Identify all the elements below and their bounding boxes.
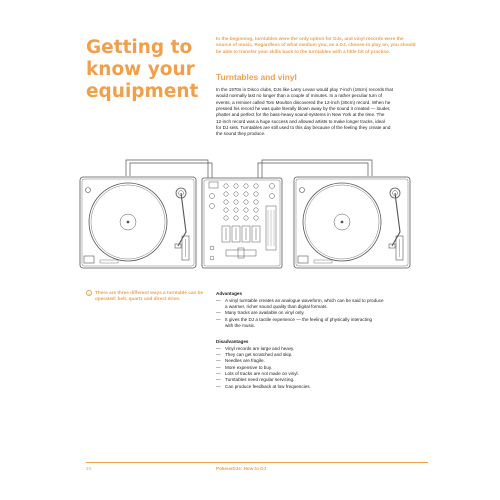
footer-rule xyxy=(86,462,428,463)
mixer-knobs xyxy=(210,184,275,221)
list-item-text xyxy=(225,317,372,330)
intro-paragraph: In the beginning, turntables were the only option for DJs, and vinyl records were the source of music. Regardless of what medium you, as a DJ, choose to play on, you should be able to transfer your skills back to the turntables with a little bit of practice. xyxy=(216,36,416,54)
body-line: the sound they produce. xyxy=(216,131,266,137)
section-heading: Turntables and vinyl xyxy=(216,72,297,82)
body-line: 12-inch record was a huge success and allowed artists to make longer tracks, ideal xyxy=(216,118,385,124)
title-line: equipment xyxy=(86,81,199,102)
dash: — xyxy=(216,345,221,351)
dash: — xyxy=(216,310,221,316)
dash: — xyxy=(216,364,221,370)
list-item xyxy=(216,384,421,390)
info-icon: i xyxy=(86,290,92,296)
body-line: In the 1970s in Disco clubs, DJs like Larry Levan would play 7-inch (18cm) records that xyxy=(216,87,393,92)
running-footer: PokeusDJs: How to DJ xyxy=(216,466,267,471)
list-item-text: They can get scratched and skip. xyxy=(225,352,293,358)
body-line: would normally last no longer than a couple of minutes. In a rather peculiar turn of xyxy=(216,93,382,99)
page-number: 24 xyxy=(86,466,92,471)
list-item-line: a warmer, richer sound quality than digital formats. xyxy=(225,304,328,310)
advantages-heading: Advantages xyxy=(216,291,243,296)
list-item-text xyxy=(225,298,384,311)
disadvantages-list xyxy=(216,339,421,390)
dash: — xyxy=(216,370,221,376)
advantages-list xyxy=(216,291,421,329)
dash: — xyxy=(216,297,221,303)
body-line: phatter and perfect for the bass-heavy sound-systems in New York at the time. The xyxy=(216,112,385,118)
list-item-text: Can produce feedback at low frequencies. xyxy=(225,383,311,389)
body-line: pressed his record he was quite literally blown away by the sound it created — louder, xyxy=(216,106,391,112)
title-line: Getting to xyxy=(86,37,193,58)
body-line: for DJ sets. Turntables are still used to this day because of the feeling they create and xyxy=(216,125,391,131)
cables xyxy=(126,160,372,178)
tip-callout xyxy=(86,290,206,303)
dash: — xyxy=(216,383,221,389)
list-item-text: Needles are fragile. xyxy=(225,358,265,364)
list-item xyxy=(216,317,421,330)
list-item-text: Turntables need regular servicing. xyxy=(225,377,295,383)
list-item-line: A vinyl turntable creates an analogue waveform, which can be said to produce xyxy=(225,297,384,303)
list-item-text: Vinyl records are large and heavy. xyxy=(225,345,295,351)
turntable-right xyxy=(294,177,410,268)
title-line: know your xyxy=(86,59,195,80)
list-item-line: with the music. xyxy=(225,322,256,328)
body-line: events, a remixer called Tom Moulton discovered the 12-inch (30cm) record. When he xyxy=(216,99,391,105)
list-item-text: More expensive to buy. xyxy=(225,364,273,370)
dash: — xyxy=(216,377,221,383)
tip-text: There are three different ways a turntable can be operated: belt, quartz and direct drive. xyxy=(95,290,204,302)
list-item-line: Many tracks are available on vinyl only. xyxy=(225,310,305,316)
dash: — xyxy=(216,352,221,358)
dash: — xyxy=(216,358,221,364)
disadvantages-heading: Disadvantages xyxy=(216,339,249,344)
list-item xyxy=(216,298,421,311)
mixer-faders xyxy=(222,226,260,258)
list-item-text: Lots of tracks are not made on vinyl. xyxy=(225,370,299,376)
list-item-line: It gives the DJ a tactile experience — the feeling of physically interacting xyxy=(225,316,373,322)
turntable-left xyxy=(80,177,196,268)
mixer xyxy=(202,178,282,268)
dash: — xyxy=(216,316,221,322)
